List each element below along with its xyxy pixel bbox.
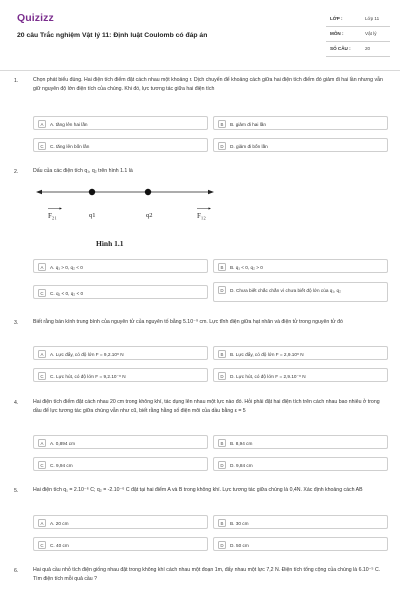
page-header	[0, 0, 400, 62]
answer-option-b[interactable]	[213, 515, 388, 529]
answer-option-b[interactable]	[213, 346, 388, 360]
option-letter-badge: C	[38, 142, 46, 150]
option-letter-badge: B	[218, 350, 226, 358]
label-f21: F₂₁	[48, 212, 57, 220]
option-letter-badge: B	[218, 439, 226, 447]
answer-option-c[interactable]	[33, 537, 208, 551]
option-letter-badge: B	[218, 263, 226, 271]
option-text: B. giảm đi hai lần	[230, 121, 266, 127]
question-text: Hai điện tích điểm đặt cách nhau 20 cm trong không khí, tác dụng lên nhau một lực nào đó. Hỏi phải đặt hai điện tích trên cách nhau bao nhiêu ở trong dầu để lực tương tác giữa chúng vẫn như cũ, biết rằng hằng số điện môi của dầu bằng ε = 5	[33, 399, 380, 414]
answer-option-d[interactable]	[213, 282, 388, 302]
option-letter-badge: C	[38, 541, 46, 549]
answer-option-b[interactable]	[213, 116, 388, 130]
force-f12-arrowhead	[208, 190, 214, 194]
question-text: Dấu của các điện tích q₁, q₂ trên hình 1.1 là	[33, 168, 133, 174]
option-letter-badge: D	[218, 541, 226, 549]
answer-option-a[interactable]	[33, 116, 208, 130]
option-text: D. 9,84 cm	[230, 462, 253, 468]
figure-1-1-force-diagram	[34, 180, 234, 250]
answer-option-a[interactable]	[33, 259, 208, 273]
option-letter-badge: D	[218, 372, 226, 380]
option-text: C. q₁ < 0, q₂ < 0	[50, 290, 84, 296]
question-text: Biết rằng bán kính trung bình của nguyên tử của nguyên tố bằng 5.10⁻⁹ cm. Lực tĩnh điện giữa hạt nhân và điện tử trong nguyên tử đó	[33, 319, 343, 325]
header-divider	[0, 70, 400, 71]
option-text: D. Chưa biết chắc chắn vì chưa biết độ lớn của q₁, q₂	[230, 287, 341, 293]
option-text: C. tăng lên bốn lần	[50, 143, 90, 149]
answer-option-a[interactable]	[33, 346, 208, 360]
meta-label: LỚP :	[330, 16, 343, 21]
force-f21-arrowhead	[36, 190, 42, 194]
meta-row-subject	[326, 27, 390, 42]
question-number: 6.	[14, 568, 19, 574]
option-text: A. Lực đẩy, có độ lớn F = 9,2.10⁸ N	[50, 351, 124, 357]
meta-row-class	[326, 12, 390, 27]
option-letter-badge: B	[218, 519, 226, 527]
document-title: 20 câu Trắc nghiệm Vật lý 11: Định luật Coulomb có đáp án	[17, 32, 208, 39]
option-text: D. giảm đi bốn lần	[230, 143, 268, 149]
meta-row-question-count	[326, 42, 390, 57]
question-number: 2.	[14, 169, 19, 175]
charge-q1-dot	[89, 189, 95, 195]
option-text: B. q₁ < 0, q₂ > 0	[230, 264, 263, 270]
meta-label: SỐ CÂU :	[330, 46, 351, 51]
option-letter-badge: A	[38, 263, 46, 271]
answer-option-d[interactable]	[213, 138, 388, 152]
option-text: A. 0,894 cm	[50, 440, 76, 446]
answer-option-b[interactable]	[213, 435, 388, 449]
option-text: C. 9,94 cm	[50, 462, 73, 468]
option-text: C. 40 cm	[50, 542, 69, 548]
label-q2: q2	[146, 212, 153, 219]
question-number: 3.	[14, 320, 19, 326]
question-text: Hai điện tích q₁ = 2.10⁻⁶ C; q₂ = -2.10⁻⁶ C đặt tại hai điểm A và B trong không khí. Lực tương tác giữa chúng là 0,4N. Xác định khoảng cách AB	[33, 487, 363, 493]
option-letter-badge: D	[218, 142, 226, 150]
charge-q2-dot	[145, 189, 151, 195]
meta-value: 20	[365, 46, 371, 51]
answer-option-d[interactable]	[213, 537, 388, 551]
option-text: B. 8,94 cm	[230, 440, 253, 446]
option-letter-badge: A	[38, 120, 46, 128]
meta-value: Vật lý	[365, 31, 377, 36]
answer-option-b[interactable]	[213, 259, 388, 273]
option-letter-badge: A	[38, 519, 46, 527]
meta-info-box	[326, 12, 390, 57]
answer-option-d[interactable]	[213, 368, 388, 382]
option-letter-badge: C	[38, 372, 46, 380]
question-text: Chọn phát biểu đúng. Hai điện tích điểm đặt cách nhau một khoảng r. Dịch chuyển để khoảng cách giữa hai điện tích điểm đó giảm đi hai lần nhưng vẫn giữ nguyên độ lớn điện tích của chúng. Khi đó, lực tương tác giữa hai điện tích	[33, 77, 383, 92]
option-text: B. Lực đẩy, có độ lớn F = 2,9.10⁸ N	[230, 351, 304, 357]
option-letter-badge: C	[38, 461, 46, 469]
option-letter-badge: D	[218, 286, 226, 294]
option-letter-badge: D	[218, 461, 226, 469]
meta-value: Lớp 11	[365, 16, 380, 21]
option-letter-badge: C	[38, 289, 46, 297]
label-f12: F₁₂	[197, 212, 206, 220]
option-letter-badge: A	[38, 350, 46, 358]
answer-option-d[interactable]	[213, 457, 388, 471]
option-text: A. q₁ > 0, q₂ < 0	[50, 264, 83, 270]
option-text: A. tăng lên hai lần	[50, 121, 88, 127]
vector-bar-f12-tip	[209, 207, 212, 209]
answer-option-a[interactable]	[33, 435, 208, 449]
option-text: A. 20 cm	[50, 520, 69, 526]
question-number: 4.	[14, 400, 19, 406]
question-number: 1.	[14, 78, 19, 84]
option-letter-badge: B	[218, 120, 226, 128]
option-text: C. Lực hút, có độ lớn F = 9,2.10⁻⁸ N	[50, 373, 126, 379]
option-text: D. Lực hút, có độ lớn F = 2,9.10⁻⁸ N	[230, 373, 306, 379]
question-number: 5.	[14, 488, 19, 494]
answer-option-c[interactable]	[33, 138, 208, 152]
question-text: Hai quả cầu nhỏ tích điện giống nhau đặt trong không khí cách nhau một đoạn 1m, đẩy nhau một lực 7,2 N. Điện tích tổng cộng của chúng là 6.10⁻⁵ C. Tìm điện tích mỗi quả cầu ?	[33, 567, 381, 582]
option-letter-badge: A	[38, 439, 46, 447]
answer-option-c[interactable]	[33, 457, 208, 471]
option-text: D. 50 cm	[230, 542, 249, 548]
label-q1: q1	[89, 212, 96, 219]
answer-option-c[interactable]	[33, 285, 208, 299]
quizizz-logo: Quizizz	[17, 12, 54, 24]
vector-bar-f21-tip	[60, 207, 63, 209]
answer-option-c[interactable]	[33, 368, 208, 382]
option-text: B. 30 cm	[230, 520, 249, 526]
answer-option-a[interactable]	[33, 515, 208, 529]
figure-caption: Hình 1.1	[96, 239, 124, 248]
meta-label: MÔN :	[330, 31, 344, 36]
